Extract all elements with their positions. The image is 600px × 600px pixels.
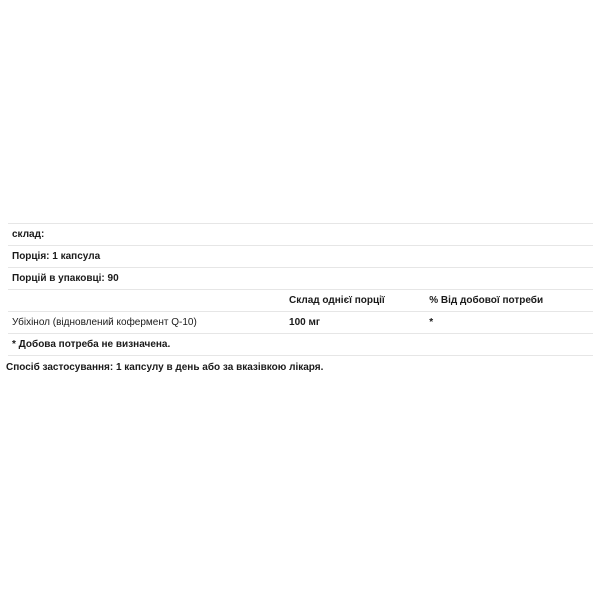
footnote: * Добова потреба не визначена. xyxy=(8,334,593,356)
serving-row xyxy=(8,246,593,268)
table-row xyxy=(8,312,593,334)
supplement-facts-table xyxy=(8,223,593,356)
usage-instructions: Спосіб застосування: 1 капсулу в день або за вказівкою лікаря. xyxy=(6,362,324,373)
footnote-row xyxy=(8,334,593,356)
ingredient-daily-value: * xyxy=(425,312,593,334)
ingredient-amount: 100 мг xyxy=(285,312,425,334)
ingredient-name: Убіхінол (відновлений кофермент Q-10) xyxy=(8,312,285,334)
servings-per-container-row xyxy=(8,268,593,290)
serving-size: Порція: 1 капсула xyxy=(8,246,593,268)
servings-per-container: Порцій в упаковці: 90 xyxy=(8,268,593,290)
composition-row xyxy=(8,224,593,246)
composition-label: склад: xyxy=(8,224,593,246)
header-empty-cell xyxy=(8,290,285,312)
header-daily-value: % Від добової потреби xyxy=(425,290,593,312)
table-header-row xyxy=(8,290,593,312)
header-per-serving: Склад однієї порції xyxy=(285,290,425,312)
